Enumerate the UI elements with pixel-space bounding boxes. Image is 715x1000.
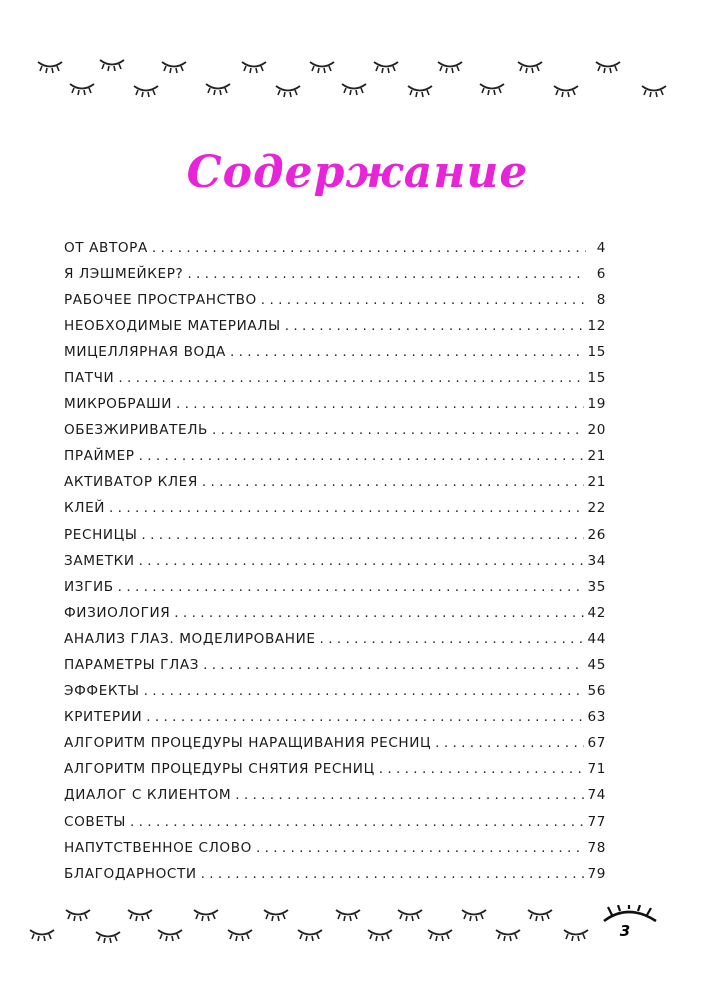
toc-entry-title: ПАТЧИ — [64, 369, 115, 386]
toc-entry[interactable] — [64, 516, 606, 542]
toc-dot-leader — [187, 268, 586, 282]
toc-entry-page: 45 — [587, 657, 606, 673]
closed-eye-lash-icon — [94, 928, 122, 944]
toc-dot-leader — [435, 737, 583, 751]
toc-dot-leader — [141, 529, 583, 543]
top-lash-border — [0, 52, 715, 112]
closed-eye-lash-icon — [562, 926, 590, 942]
toc-entry-title: АКТИВАТОР КЛЕЯ — [64, 474, 198, 491]
toc-entry-title: ЗАМЕТКИ — [64, 552, 135, 569]
toc-entry-title: КЛЕЙ — [64, 500, 106, 517]
toc-entry-page: 26 — [587, 526, 606, 543]
toc-entry[interactable] — [64, 490, 606, 516]
toc-entry-page: 77 — [587, 813, 606, 830]
toc-entry[interactable] — [64, 620, 606, 646]
toc-entry[interactable] — [64, 647, 606, 673]
closed-eye-lash-icon — [478, 80, 506, 96]
page-number: 3 — [619, 922, 631, 940]
toc-entry[interactable] — [64, 281, 606, 307]
toc-entry[interactable] — [64, 803, 606, 829]
closed-eye-lash-icon — [36, 58, 64, 74]
closed-eye-lash-icon — [28, 926, 56, 942]
closed-eye-lash-icon — [68, 80, 96, 96]
toc-entry[interactable] — [64, 725, 606, 751]
toc-entry-title: ФИЗИОЛОГИЯ — [64, 604, 171, 621]
closed-eye-lash-icon — [552, 82, 580, 98]
toc-dot-leader — [230, 346, 584, 360]
toc-dot-leader — [118, 372, 583, 386]
toc-entry[interactable] — [64, 307, 606, 333]
toc-entry-title: АЛГОРИТМ ПРОЦЕДУРЫ СНЯТИЯ РЕСНИЦ — [64, 761, 375, 778]
toc-entry[interactable] — [64, 412, 606, 438]
toc-dot-leader — [144, 685, 584, 699]
closed-eye-lash-icon — [460, 906, 488, 922]
toc-entry-page: 21 — [587, 448, 606, 465]
toc-entry[interactable] — [64, 438, 606, 464]
toc-entry-title: Я ЛЭШМЕЙКЕР? — [64, 265, 184, 282]
closed-eye-lash-icon — [98, 56, 126, 72]
toc-entry-page: 71 — [587, 761, 606, 778]
toc-entry-title: МИЦЕЛЛЯРНАЯ ВОДА — [64, 343, 226, 360]
toc-dot-leader — [176, 398, 584, 412]
toc-entry-page: 20 — [587, 422, 606, 439]
toc-entry-title: ИЗГИБ — [64, 578, 114, 595]
toc-entry-page: 79 — [587, 865, 606, 882]
toc-entry-page: 67 — [587, 735, 606, 752]
toc-dot-leader — [235, 789, 583, 803]
toc-entry[interactable] — [64, 359, 606, 385]
toc-entry-title: ПАРАМЕТРЫ ГЛАЗ — [64, 657, 200, 673]
toc-entry[interactable] — [64, 255, 606, 281]
toc-dot-leader — [261, 294, 586, 308]
toc-entry[interactable] — [64, 542, 606, 568]
toc-entry-title: ОБЕЗЖИРИВАТЕЛЬ — [64, 422, 208, 439]
toc-dot-leader — [139, 555, 584, 569]
closed-eye-lash-icon — [426, 926, 454, 942]
toc-entry-title: НЕОБХОДИМЫЕ МАТЕРИАЛЫ — [64, 317, 281, 334]
toc-entry-page: 19 — [587, 396, 606, 413]
closed-eye-lash-icon — [204, 80, 232, 96]
toc-entry[interactable] — [64, 333, 606, 359]
closed-eye-lash-icon — [436, 58, 464, 74]
toc-entry[interactable] — [64, 777, 606, 803]
table-of-contents — [64, 229, 606, 881]
closed-eye-lash-icon — [372, 58, 400, 74]
closed-eye-lash-icon — [274, 82, 302, 98]
toc-dot-leader — [320, 633, 584, 647]
closed-eye-lash-icon — [406, 82, 434, 98]
toc-dot-leader — [212, 424, 584, 438]
toc-entry-page: 34 — [587, 552, 606, 569]
toc-entry-page: 74 — [587, 787, 606, 804]
page-title: Содержание — [186, 147, 529, 199]
toc-entry-title: АНАЛИЗ ГЛАЗ. МОДЕЛИРОВАНИЕ — [64, 630, 316, 647]
toc-dot-leader — [152, 242, 586, 256]
toc-entry-page: 21 — [587, 474, 606, 491]
closed-eye-lash-icon — [494, 926, 522, 942]
toc-entry-page: 44 — [587, 630, 606, 647]
toc-entry-title: ЭФФЕКТЫ — [64, 683, 140, 700]
toc-entry[interactable] — [64, 829, 606, 855]
toc-dot-leader — [202, 476, 584, 490]
toc-entry[interactable] — [64, 855, 606, 881]
toc-dot-leader — [146, 711, 583, 725]
toc-entry[interactable] — [64, 386, 606, 412]
closed-eye-lash-icon — [126, 906, 154, 922]
closed-eye-lash-icon — [516, 58, 544, 74]
toc-dot-leader — [203, 659, 583, 673]
toc-entry-page: 35 — [587, 578, 606, 595]
closed-eye-lash-icon — [296, 926, 324, 942]
closed-eye-lash-icon — [526, 906, 554, 922]
closed-eye-lash-icon — [160, 58, 188, 74]
closed-eye-lash-icon — [594, 58, 622, 74]
toc-entry[interactable] — [64, 751, 606, 777]
closed-eye-lash-icon — [340, 80, 368, 96]
toc-entry-page: 15 — [587, 343, 606, 360]
toc-dot-leader — [139, 450, 584, 464]
toc-entry-page: 6 — [596, 265, 606, 282]
toc-entry-title: МИКРОБРАШИ — [64, 396, 172, 413]
toc-entry[interactable] — [64, 229, 606, 255]
toc-dot-leader — [174, 607, 583, 621]
toc-entry-page: 42 — [587, 604, 606, 621]
closed-eye-lash-icon — [132, 82, 160, 98]
toc-entry-page: 12 — [587, 317, 606, 334]
toc-entry-title: БЛАГОДАРНОСТИ — [64, 865, 197, 882]
toc-dot-leader — [201, 868, 584, 882]
toc-entry-title: СОВЕТЫ — [64, 813, 127, 830]
closed-eye-lash-icon — [366, 926, 394, 942]
toc-entry[interactable] — [64, 673, 606, 699]
closed-eye-lash-icon — [396, 906, 424, 922]
toc-entry-page: 56 — [587, 683, 606, 700]
toc-entry-title: НАПУТСТВЕННОЕ СЛОВО — [64, 839, 252, 856]
closed-eye-lash-icon — [334, 906, 362, 922]
toc-entry-page: 4 — [596, 239, 606, 256]
toc-entry-title: РАБОЧЕЕ ПРОСТРАНСТВО — [64, 291, 257, 308]
toc-entry-title: ПРАЙМЕР — [64, 448, 135, 465]
toc-entry-page: 78 — [587, 839, 606, 856]
toc-entry-page: 63 — [587, 709, 606, 726]
toc-entry-page: 15 — [587, 369, 606, 386]
closed-eye-lash-icon — [240, 58, 268, 74]
toc-entry[interactable] — [64, 464, 606, 490]
toc-entry-page: 8 — [596, 291, 606, 308]
closed-eye-lash-icon — [640, 82, 668, 98]
closed-eye-lash-icon — [192, 906, 220, 922]
closed-eye-lash-icon — [308, 58, 336, 74]
toc-entry-title: ДИАЛОГ С КЛИЕНТОМ — [64, 787, 232, 804]
toc-entry[interactable] — [64, 568, 606, 594]
toc-dot-leader — [118, 581, 584, 595]
toc-dot-leader — [130, 816, 583, 830]
toc-entry-title: АЛГОРИТМ ПРОЦЕДУРЫ НАРАЩИВАНИЯ РЕСНИЦ — [64, 735, 432, 752]
toc-entry[interactable] — [64, 594, 606, 620]
toc-dot-leader — [256, 842, 584, 856]
toc-entry-title: КРИТЕРИИ — [64, 709, 143, 726]
toc-entry[interactable] — [64, 699, 606, 725]
toc-dot-leader — [379, 763, 584, 777]
toc-entry-title: ОТ АВТОРА — [64, 239, 148, 256]
toc-dot-leader — [285, 320, 584, 334]
toc-dot-leader — [109, 502, 583, 516]
toc-entry-title: РЕСНИЦЫ — [64, 526, 138, 543]
closed-eye-lash-icon — [64, 906, 92, 922]
closed-eye-lash-icon — [262, 906, 290, 922]
toc-entry-page: 22 — [587, 500, 606, 517]
closed-eye-lash-icon — [226, 926, 254, 942]
closed-eye-lash-icon — [156, 926, 184, 942]
